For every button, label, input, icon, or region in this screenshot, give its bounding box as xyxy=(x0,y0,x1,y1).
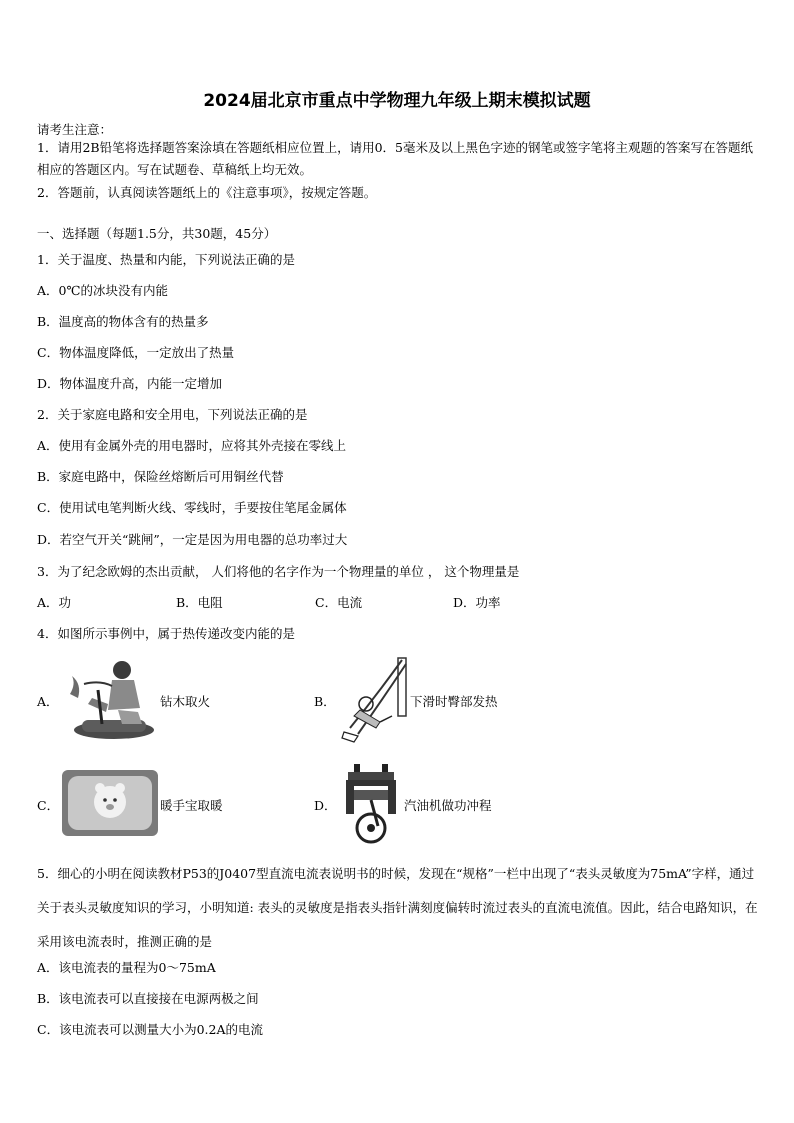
q1-option-c: C．物体温度降低，一定放出了热量 xyxy=(37,345,235,360)
q2-option-b: B．家庭电路中，保险丝熔断后可用铜丝代替 xyxy=(37,469,284,484)
q2-option-c: C．使用试电笔判断火线、零线时，手要按住笔尾金属体 xyxy=(37,500,347,515)
q3-option-d: D．功率 xyxy=(453,595,501,610)
q4-option-b-letter: B． xyxy=(314,694,336,709)
q1-option-d: D．物体温度升高，内能一定增加 xyxy=(37,376,223,391)
notice-item-2: 2．答题前，认真阅读答题纸上的《注意事项》，按规定答题。 xyxy=(37,185,377,200)
q3-option-a: A．功 xyxy=(37,595,72,610)
q4-image-c-hand-warmer xyxy=(62,770,158,836)
q4-option-a-letter: A． xyxy=(37,694,59,709)
q5-stem: 5．细心的小明在阅读教材P53的J0407型直流电流表说明书的时候，发现在“规格”一栏中出现了“表头灵敏度为75mA”字样，通过关于表头灵敏度知识的学习，小明知道: 表头的灵敏度是指表头指针满刻度偏转时流过表头的直流电流值。因此，结合电路知识，在采用该电流表时，推测正确的是 xyxy=(37,866,758,949)
q1-option-b: B．温度高的物体含有的热量多 xyxy=(37,314,209,329)
q4-option-d-letter: D． xyxy=(314,798,337,813)
q4-option-d-label: 汽油机做功冲程 xyxy=(404,798,492,813)
q4-option-c-label: 暖手宝取暖 xyxy=(160,798,223,813)
q2-stem: 2．关于家庭电路和安全用电，下列说法正确的是 xyxy=(37,407,308,422)
q3-stem: 3．为了纪念欧姆的杰出贡献， 人们将他的名字作为一个物理量的单位 ， 这个物理量是 xyxy=(37,564,520,579)
q4-image-b-slide xyxy=(336,656,410,744)
q5-option-c: C．该电流表可以测量大小为0.2A的电流 xyxy=(37,1022,263,1037)
q3-option-b: B．电阻 xyxy=(176,595,223,610)
q1-stem: 1．关于温度、热量和内能，下列说法正确的是 xyxy=(37,252,295,267)
notice-item-1: 1．请用2B铅笔将选择题答案涂填在答题纸相应位置上，请用0．5毫米及以上黑色字迹的钢笔或签字笔将主观题的答案写在答题纸相应的答题区内。写在试题卷、草稿纸上均无效。 xyxy=(37,140,753,177)
q4-stem: 4．如图所示事例中，属于热传递改变内能的是 xyxy=(37,626,295,641)
page-title: 2024届北京市重点中学物理九年级上期末模拟试题 xyxy=(203,91,591,111)
q1-option-a: A．0℃的冰块没有内能 xyxy=(37,283,168,298)
q4-option-c-letter: C． xyxy=(37,798,60,813)
q4-image-a-drill-wood xyxy=(62,654,158,742)
q2-option-d: D．若空气开关“跳闸”，一定是因为用电器的总功率过大 xyxy=(37,532,348,547)
q4-option-a-label: 钻木取火 xyxy=(160,694,211,709)
q4-image-d-engine xyxy=(340,762,402,848)
q2-option-a: A．使用有金属外壳的用电器时，应将其外壳接在零线上 xyxy=(37,438,347,453)
q3-option-c: C．电流 xyxy=(315,595,363,610)
q4-option-b-label: 下滑时臀部发热 xyxy=(410,694,498,709)
section-heading: 一、选择题（每题1.5分，共30题，45分） xyxy=(37,226,277,241)
notice-heading: 请考生注意： xyxy=(37,122,113,137)
q5-option-b: B．该电流表可以直接接在电源两极之间 xyxy=(37,991,259,1006)
q5-option-a: A．该电流表的量程为0～75mA xyxy=(37,960,216,975)
